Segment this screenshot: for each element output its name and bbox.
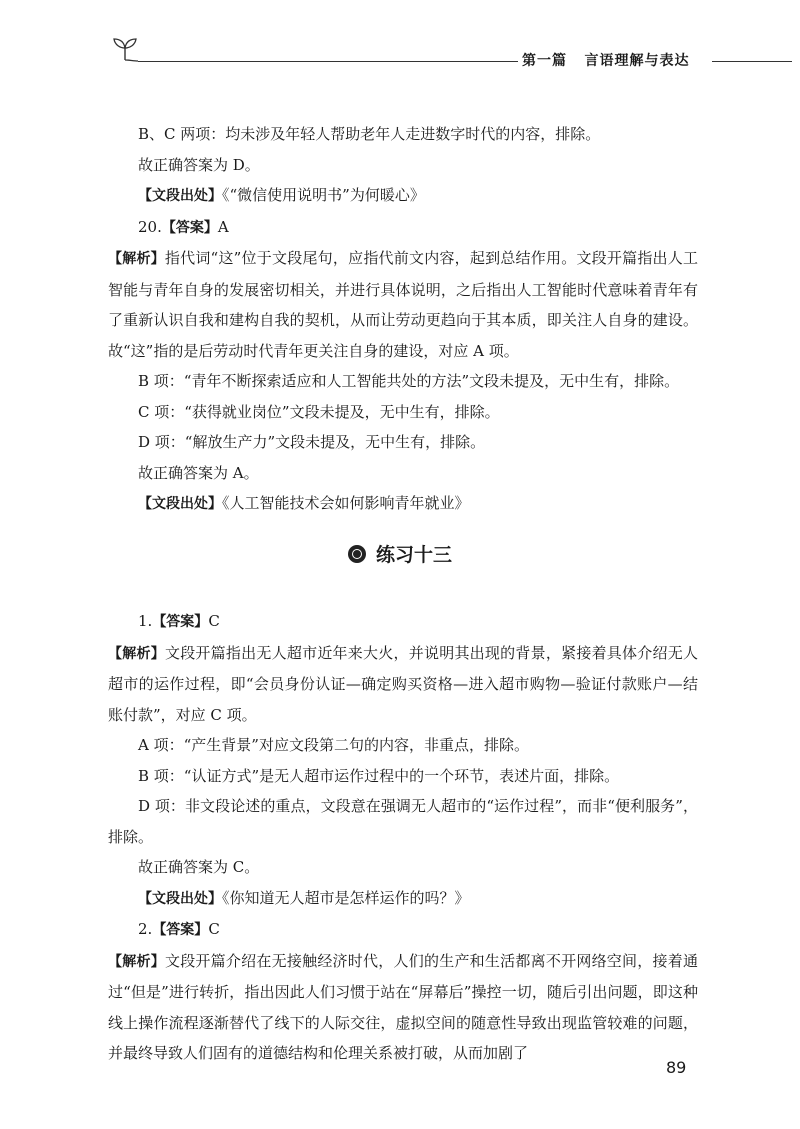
answer-value: A	[217, 217, 229, 236]
analysis-tag: 【解析】	[108, 953, 165, 970]
header-rule-left	[138, 61, 518, 62]
answer-line	[108, 914, 698, 946]
paragraph: B、C 两项：均未涉及年轻人帮助老年人走进数字时代的内容，排除。	[138, 125, 601, 143]
leaf-icon	[112, 36, 138, 62]
source-tag: 【文段出处】	[138, 188, 222, 204]
answer-tag: 【答案】	[152, 614, 209, 630]
source-line	[108, 883, 698, 915]
option-paragraph: C 项：“获得就业岗位”文段未提及，无中生有，排除。	[138, 402, 500, 421]
analysis-text: 文段开篇介绍在无接触经济时代，人们的生产和生活都离不开网络空间，接着通过“但是”进行转折，指出因此人们习惯于站在“屏幕后”操控一切，随后引出问题，即这种线上操作流程逐渐替代了线下的人际交往，虚拟空间的随意性导致出现监管较难的问题，并最终导致人们固有的道德结构和伦理关系被打破，从而加剧了	[108, 951, 698, 1062]
header-part: 第一篇	[522, 53, 567, 69]
source-text: 《人工智能技术会如何影响青年就业》	[222, 494, 470, 512]
section-title	[0, 540, 800, 567]
source-line	[108, 488, 698, 520]
option-paragraph: B 项：“青年不断探索适应和人工智能共处的方法”文段未提及，无中生有，排除。	[138, 372, 680, 390]
conclusion-paragraph: 故正确答案为 C。	[138, 858, 260, 876]
analysis-text: 指代词“这”位于文段尾句，应指代前文内容，起到总结作用。文段开篇指出人工智能与青年自身的发展密切相关，并进行具体说明，之后指出人工智能时代意味着青年有了重新认识自我和建构自我的契机，从而让劳动更趋向于其本质，即关注人自身的建设。故“这”指的是后劳动时代青年更关注自身的建设，对应 A 项。	[108, 249, 698, 360]
option-paragraph: D 项：“解放生产力”文段未提及，无中生有，排除。	[138, 433, 486, 451]
analysis-paragraph	[108, 243, 698, 366]
header-chapter-title: 言语理解与表达	[584, 53, 690, 69]
section-title-text: 练习十三	[375, 544, 452, 566]
source-line	[108, 180, 698, 212]
source-text: 《你知道无人超市是怎样运作的吗？》	[222, 888, 470, 907]
answer-line	[108, 212, 698, 244]
conclusion-paragraph: 故正确答案为 A。	[138, 463, 259, 482]
source-tag: 【文段出处】	[138, 496, 222, 512]
source-tag: 【文段出处】	[138, 890, 222, 907]
question-number: 2.	[138, 920, 153, 938]
analysis-paragraph	[108, 946, 698, 1069]
paragraph: 故正确答案为 D。	[138, 155, 260, 174]
answer-line	[108, 606, 698, 638]
question-number: 20.	[138, 217, 162, 236]
upper-content	[108, 119, 698, 520]
analysis-tag: 【解析】	[108, 645, 165, 662]
header-title	[522, 50, 689, 70]
analysis-tag: 【解析】	[108, 251, 165, 267]
question-number: 1.	[138, 612, 153, 630]
answer-value: C	[208, 920, 220, 938]
section-bullet-icon	[348, 545, 366, 563]
lower-content	[108, 606, 698, 1069]
source-text: 《“微信使用说明书”为何暖心》	[222, 186, 425, 204]
analysis-text: 文段开篇指出无人超市近年来大火，并说明其出现的背景，紧接着具体介绍无人超市的运作过程，即“会员身份认证—确定购买资格—进入超市购物—验证付款账户—结账付款”，对应 C 项。	[108, 643, 698, 724]
answer-value: C	[208, 612, 220, 630]
option-paragraph: D 项：非文段论述的重点，文段意在强调无人超市的“运作过程”，而非“便利服务”，排除。	[108, 797, 698, 846]
answer-tag: 【答案】	[152, 922, 209, 938]
header-rule-right	[712, 61, 792, 62]
option-paragraph: B 项：“认证方式”是无人超市运作过程中的一个环节，表述片面，排除。	[138, 766, 620, 785]
answer-tag: 【答案】	[161, 219, 218, 236]
analysis-paragraph	[108, 638, 698, 731]
option-paragraph: A 项：“产生背景”对应文段第二句的内容，非重点，排除。	[138, 736, 529, 754]
page-header	[0, 0, 800, 80]
page-number: 89	[666, 1058, 687, 1077]
